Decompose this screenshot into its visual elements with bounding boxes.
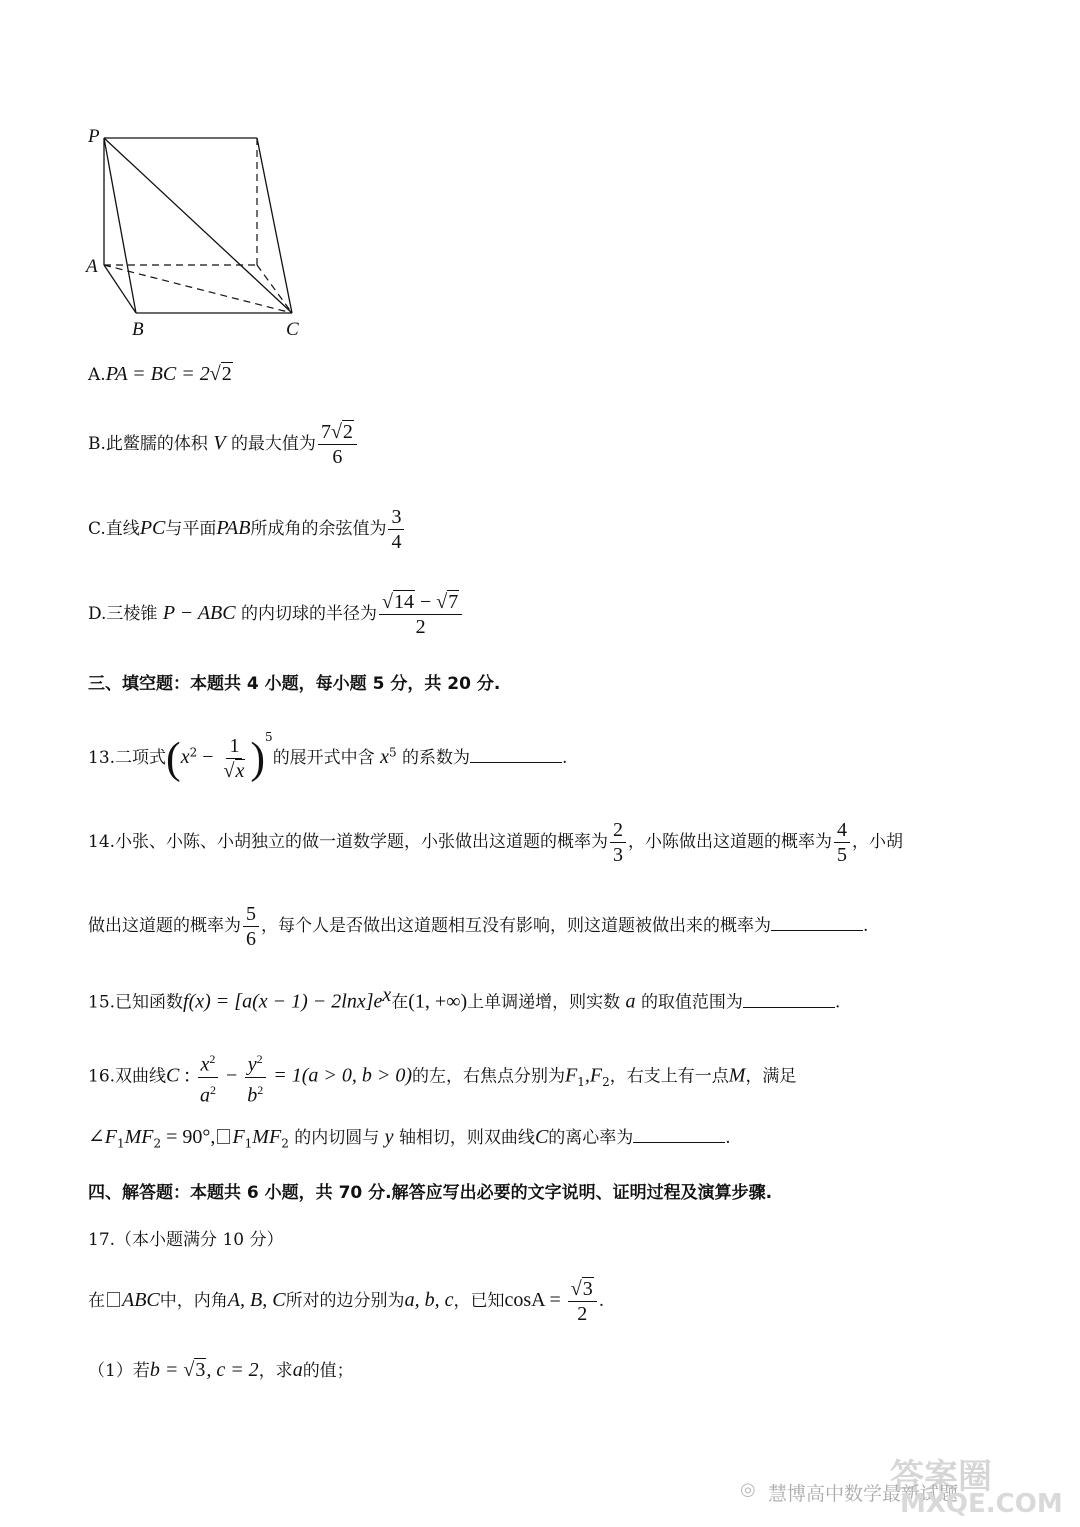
fraction: $\frac{y^2}{b^2}$: [244, 1047, 266, 1107]
wechat-icon: ◎: [740, 1479, 756, 1500]
watermark-site: MXQE.COM: [900, 1489, 1063, 1519]
label-p: P: [88, 126, 100, 147]
answer-blank[interactable]: [633, 1124, 725, 1143]
answer-blank[interactable]: [743, 989, 835, 1008]
question-14-line-2: 做出这道题的概率为 $\frac{5}{6}$ ，每个人是否做出这道题相互没有影响，则这道题被做出来的概率为 .: [88, 903, 869, 950]
watermark-brand: 答案圈: [890, 1457, 992, 1497]
fraction: $\frac{7√2}{6}$: [318, 420, 357, 469]
label-c: C: [286, 319, 299, 340]
label-a: A: [86, 256, 98, 277]
question-16-line-1: 16.双曲线C : $\frac{x^2}{a^2}$ − $\frac{y^2}{b^2}$ = 1(a > 0, b > 0)的左，右焦点分别为$F_1,F_2$，右支上有一点M，满足: [88, 1047, 796, 1107]
fraction: $\frac{3}{4}$: [388, 505, 404, 554]
label-b: B: [132, 319, 144, 340]
option-c: C.直线PC与平面PAB所成角的余弦值为 $\frac{3}{4}$: [88, 505, 406, 554]
question-17-part-1: （1）若b = √3, c = 2，求a的值；: [88, 1359, 354, 1381]
question-13: 13.二项式($x^2$ − $\frac{1}{√x}$ )$^5$的展开式中含 $x^5$ 的系数为 .: [88, 730, 568, 783]
section-four-title: 四、解答题：本题共 6 小题，共 70 分.解答应写出必要的文字说明、证明过程及演算步骤.: [88, 1183, 773, 1203]
question-16-line-2: $\angle F_1MF_2 = 90^\circ$, $F_1MF_2$ 的内切圆与 y 轴相切，则双曲线C的离心率为 .: [88, 1126, 731, 1151]
fraction: $\frac{√14 - √7}{2}$: [379, 590, 462, 639]
fraction: $\frac{2}{3}$: [610, 818, 626, 867]
option-a: A.PA = BC = 2√2: [88, 363, 232, 385]
question-17-stem: 在 ABC中，内角A, B, C所对的边分别为a, b, c，已知cosA = $\frac{√3}{2}$ .: [88, 1278, 605, 1325]
fraction: $\frac{4}{5}$: [834, 818, 850, 867]
question-15: 15.已知函数$f(x) = [a(x - 1) - 2\ln x]e^x$在(1, +∞)上单调递增，则实数 a 的取值范围为 .: [88, 984, 841, 1013]
pyramid-figure: [82, 120, 322, 350]
option-d: D.三棱锥 P − ABC 的内切球的半径为 $\frac{√14 - √7}{2}$: [88, 590, 464, 639]
fraction: $\frac{x^2}{a^2}$: [197, 1047, 219, 1107]
option-b: B.此鳖臑的体积 V 的最大值为 $\frac{7√2}{6}$: [88, 420, 359, 469]
question-14-line-1: 14.小张、小陈、小胡独立的做一道数学题，小张做出这道题的概率为 $\frac{2}{3}$ ，小陈做出这道题的概率为 $\frac{4}{5}$ ，小胡: [88, 819, 904, 866]
watermark-text: 慧博高中数学最新试题: [768, 1483, 959, 1505]
question-17-header: 17.（本小题满分 10 分）: [88, 1230, 284, 1250]
answer-blank[interactable]: [470, 744, 562, 763]
answer-blank[interactable]: [771, 912, 863, 931]
section-three-title: 三、填空题：本题共 4 小题，每小题 5 分，共 20 分.: [88, 674, 501, 694]
fraction: $\frac{√3}{2}$: [568, 1277, 597, 1326]
triangle-symbol-icon: [107, 1292, 120, 1307]
fraction: $\frac{1}{√x}$: [223, 735, 245, 782]
triangle-symbol-icon: [217, 1129, 230, 1144]
watermark: [740, 1455, 1070, 1519]
fraction: $\frac{5}{6}$: [243, 902, 259, 951]
